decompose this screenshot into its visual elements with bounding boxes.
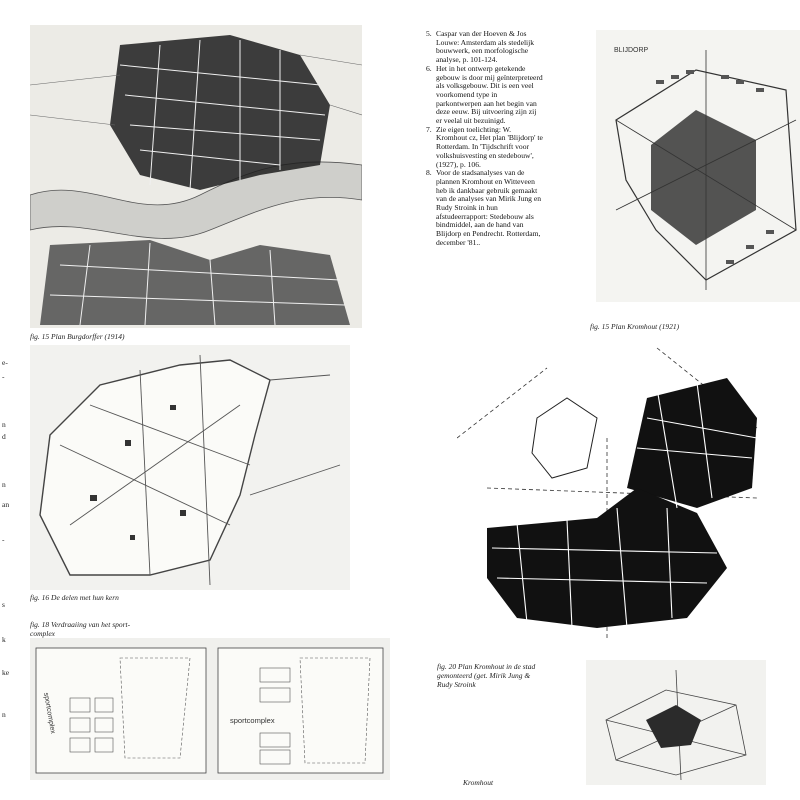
figure-plan-burgdorffer — [30, 25, 362, 328]
footnote-text: Caspar van der Hoeven & Jos Louwe: Amsterdam als stedelijk bouwwerk, een morfologische analyse, p. 101-124. — [436, 29, 535, 65]
left-edge-fragment: s — [2, 600, 5, 609]
footnote-number: 6. — [426, 63, 432, 73]
left-edge-fragment: - — [2, 535, 5, 544]
caption-kromhout-stad: fig. 20 Plan Kromhout in de stad gemonteerd (get. Mirik Jung & Rudy Stroink — [437, 662, 536, 689]
footnote — [426, 65, 544, 126]
caption-bottom-right: Kromhout — [463, 778, 494, 787]
map-delen-kern — [30, 345, 350, 590]
left-edge-fragment: n — [2, 710, 6, 719]
footnote-text: Zie eigen toelichting: W. Kromhout cz, Het plan 'Blijdorp' te Rotterdam. In 'Tijdschrift voor volkshuisvesting en stedebouw', (1927), p. 106. — [436, 124, 543, 169]
footnotes — [426, 30, 544, 248]
figure-bottom-right — [586, 660, 766, 785]
map-bottom-right — [586, 660, 766, 785]
figure-plan-kromhout-1921 — [596, 30, 800, 302]
left-edge-fragment: n — [2, 480, 6, 489]
caption-burgdorffer: fig. 15 Plan Burgdorffer (1914) — [30, 332, 125, 341]
blijdorp-label: BLIJDORP — [614, 47, 649, 54]
sportcomplex-label-left: sportcomplex — [42, 692, 57, 735]
figure-sportcomplex — [30, 638, 390, 780]
footnote-number: 7. — [426, 124, 432, 134]
map-burgdorffer — [30, 25, 362, 328]
figure-delen-met-kern — [30, 345, 350, 590]
figure-kromhout-in-stad — [457, 338, 763, 648]
map-sportcomplex — [30, 638, 390, 780]
footnote — [426, 126, 544, 170]
left-edge-fragment: - — [2, 372, 5, 381]
footnote-number: 5. — [426, 29, 432, 38]
left-edge-fragment: n — [2, 420, 6, 429]
left-edge-fragments — [0, 350, 10, 750]
caption-verdraaiing: fig. 18 Verdraaiing van het sport- complex — [30, 620, 131, 638]
sportcomplex-label-right: sportcomplex — [230, 716, 275, 725]
left-edge-fragment: e- — [2, 358, 8, 367]
map-kromhout-stad — [457, 338, 763, 648]
footnote — [426, 30, 544, 65]
caption-delen-kern: fig. 16 De delen met hun kern — [30, 593, 119, 602]
footnote — [426, 169, 544, 247]
caption-kromhout-1921: fig. 15 Plan Kromhout (1921) — [590, 322, 680, 331]
left-edge-fragment: an — [2, 500, 10, 509]
footnote-text: Voor de stadsanalyses van de plannen Kromhout en Witteveen heb ik dankbaar gebruik gemaakt van de analyses van Mirik Jung en Rudy Stroink in hun afstudeerrapport: Stedebouw als bindmiddel, aan de hand van Blijdorp en Pendrecht. Rotterdam, december '81.. — [436, 168, 542, 247]
footnote-number: 8. — [426, 168, 432, 178]
map-kromhout-1921 — [596, 30, 800, 302]
footnote-text: Het in het ontwerp getekende gebouw is door mij geïnterpreteerd als volksgebouw. Dit is een veel voorkomend type in parkontwerpen aan het begin van deze eeuw. Bij uitvoering zijn zij er veelal uit bezuinigd. — [436, 63, 543, 126]
left-edge-fragment: ke — [2, 668, 10, 677]
left-edge-fragment: k — [2, 635, 6, 644]
left-edge-fragment: d — [2, 432, 6, 441]
